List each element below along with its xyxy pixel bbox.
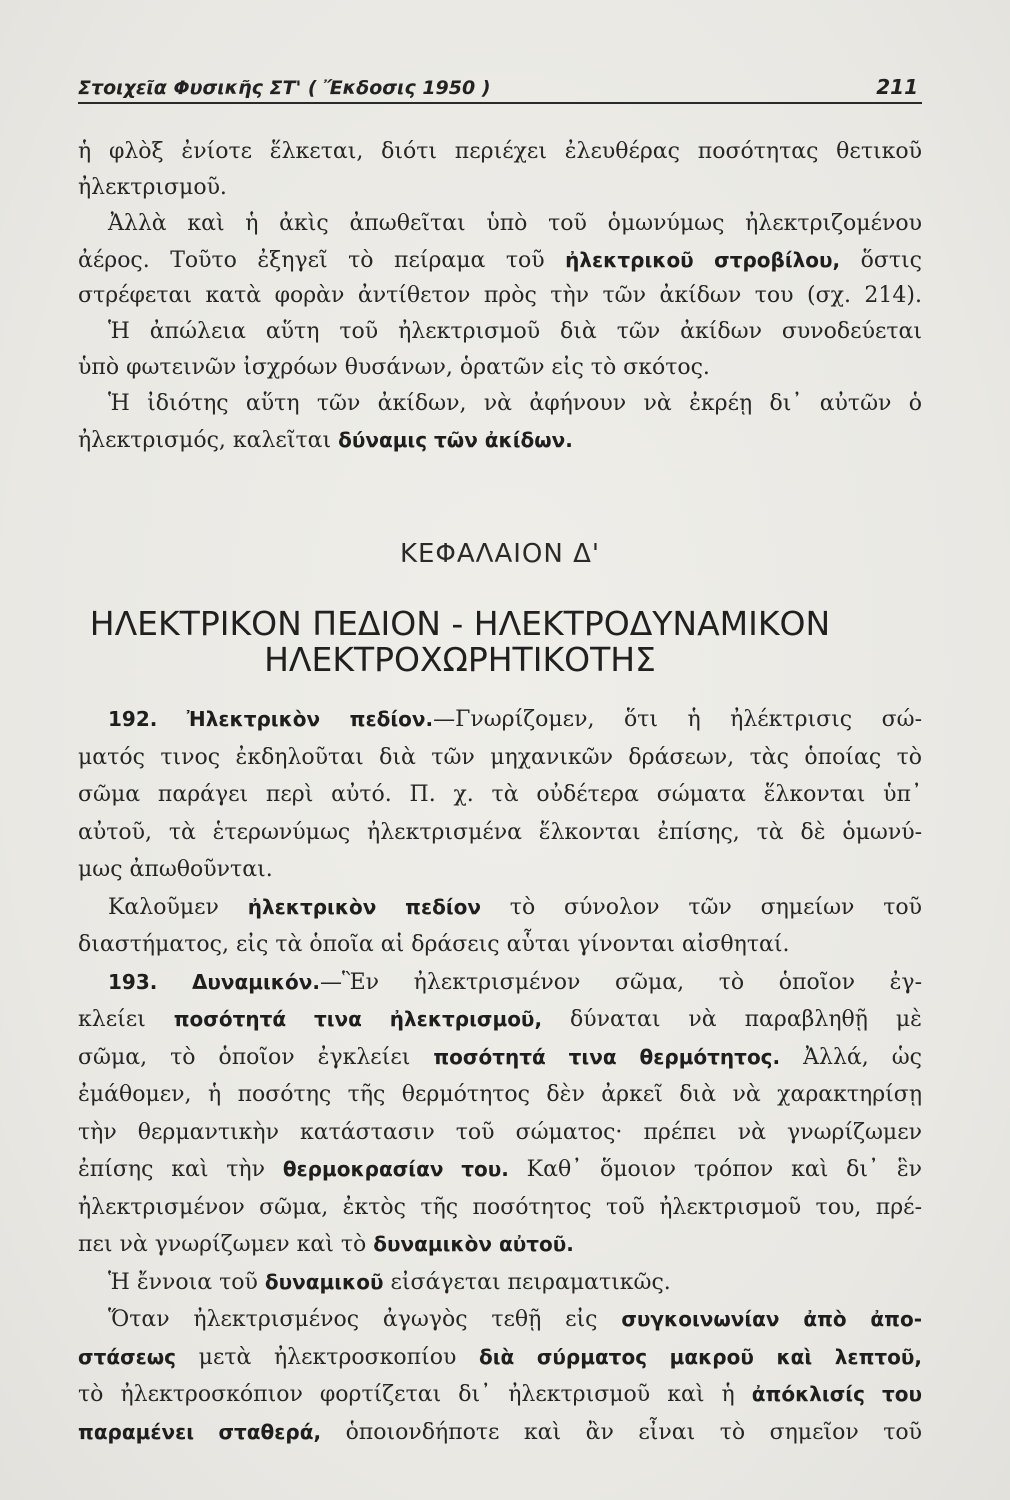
text-line bbox=[78, 242, 922, 278]
line-text: διαστήματος, εἰς τὰ ὁποῖα αἱ δράσεις αὗται γίνονται αἰσθηταί. bbox=[78, 932, 790, 957]
bold-term: ἠλεκτρικὸν πεδίον bbox=[247, 894, 481, 919]
chapter-title-line: ΗΛΕΚΤΡΙΚΟΝ ΠΕΔΙΟΝ - ΗΛΕΚΤΡΟΔΥΝΑΜΙΚΟΝ bbox=[89, 606, 831, 642]
chapter-label: ΚΕΦΑΛΑΙΟΝ Δ' bbox=[399, 539, 601, 569]
line-text: σῶμα, τὸ ὁποῖον ἐγκλείει bbox=[78, 1044, 411, 1070]
line-text: κλείει bbox=[78, 1007, 146, 1032]
bold-term: συγκοινωνίαν ἀπὸ ἀπο- bbox=[621, 1307, 922, 1331]
line-text: ὅστις bbox=[860, 248, 922, 273]
text-line bbox=[78, 1001, 922, 1039]
bold-term: δυναμικὸν αὐτοῦ. bbox=[373, 1232, 574, 1256]
line-text: αὐτοῦ, τὰ ἑτερωνύμως ἠλεκτρισμένα ἕλκονται ἐπίσης, τὰ δὲ ὁμωνύ- bbox=[78, 819, 922, 845]
bold-term: θερμοκρασίαν του. bbox=[282, 1157, 509, 1181]
line-text: ἐπίσης καὶ τὴν bbox=[78, 1157, 265, 1182]
text-line bbox=[78, 964, 922, 1002]
text-line bbox=[78, 776, 922, 814]
text-line bbox=[78, 422, 922, 458]
line-text: ἠλεκτρισμένον σῶμα, ἐκτὸς τῆς ποσότητος τοῦ ἠλεκτρισμοῦ του, πρέ- bbox=[78, 1194, 922, 1220]
page-number: 211 bbox=[876, 75, 918, 99]
line-text: ἡ φλὸξ ἐνίοτε ἕλκεται, διότι περιέχει ἐλευθέρας ποσότητας θετικοῦ bbox=[78, 139, 922, 164]
line-text: Ἡ ἰδιότης αὕτη τῶν ἀκίδων, νὰ ἀφήνουν νὰ ἐκρέῃ δι᾿ αὐτῶν ὁ bbox=[108, 391, 922, 416]
chapter-title-line: ΗΛΕΚΤΡΟΧΩΡΗΤΙΚΟΤΗΣ bbox=[264, 642, 656, 678]
line-text: τὸ ἠλεκτροσκόπιον φορτίζεται δι᾿ ἠλεκτρισμοῦ καὶ ἡ bbox=[78, 1382, 735, 1407]
line-text: Καθ᾿ ὅμοιον τρόπον καὶ δι᾿ ἓν bbox=[526, 1157, 922, 1182]
line-text: —Γνωρίζομεν, ὅτι ἡ ἠλέκτρισις σώ- bbox=[433, 707, 922, 732]
line-text: —Ἓν ἠλεκτρισμένον σῶμα, τὸ ὁποῖον ἐγ- bbox=[319, 969, 922, 995]
text-line bbox=[78, 314, 922, 350]
line-text: τὴν θερμαντικὴν κατάστασιν τοῦ σώματος· πρέπει νὰ γνωρίζωμεν bbox=[78, 1119, 922, 1145]
running-header bbox=[78, 72, 922, 104]
line-text: δύναται νὰ παραβληθῇ μὲ bbox=[569, 1007, 922, 1032]
text-line bbox=[78, 170, 922, 206]
line-text: Καλοῦμεν bbox=[108, 894, 219, 920]
line-text: πει νὰ γνωρίζωμεν καὶ τὸ bbox=[78, 1232, 367, 1257]
line-text: τὸ σύνολον τῶν σημείων τοῦ bbox=[509, 894, 922, 920]
line-text: Ὅταν ἠλεκτρισμένος ἀγωγὸς τεθῇ εἰς bbox=[108, 1307, 598, 1332]
text-line bbox=[78, 739, 922, 777]
text-line bbox=[78, 1076, 922, 1114]
line-text: Ἡ ἔννοια τοῦ bbox=[108, 1269, 258, 1295]
line-text: ἠλεκτρισμός, καλεῖται bbox=[78, 428, 332, 453]
bold-term: δύναμις τῶν ἀκίδων. bbox=[338, 428, 573, 452]
line-text: εἰσάγεται πειραματικῶς. bbox=[390, 1269, 671, 1295]
line-text: Ἀλλὰ καὶ ἡ ἀκὶς ἀπωθεῖται ὑπὸ τοῦ ὁμωνύμως ἠλεκτριζομένου bbox=[108, 211, 922, 236]
bold-term: δυναμικοῦ bbox=[264, 1269, 384, 1294]
text-line bbox=[78, 889, 922, 927]
text-line bbox=[78, 926, 922, 964]
line-text: ἀέρος. Τοῦτο ἐξηγεῖ τὸ πείραμα τοῦ bbox=[78, 248, 545, 273]
text-line bbox=[78, 1039, 922, 1077]
text-line bbox=[78, 278, 922, 314]
text-line bbox=[78, 1376, 922, 1414]
text-line bbox=[78, 1151, 922, 1189]
intro-text bbox=[78, 134, 922, 458]
line-text: σῶμα παράγει περὶ αὐτό. Π. χ. τὰ οὐδέτερα σώματα ἕλκονται ὑπ᾿ bbox=[78, 782, 922, 807]
bold-term: στάσεως bbox=[78, 1344, 177, 1369]
text-line bbox=[78, 1301, 922, 1339]
text-line bbox=[78, 1226, 922, 1264]
text-line bbox=[78, 206, 922, 242]
bold-term: ποσότητά τινα ἠλεκτρισμοῦ, bbox=[173, 1007, 543, 1031]
line-text: Ἀλλά, ὡς bbox=[803, 1044, 922, 1070]
text-line bbox=[78, 1264, 922, 1302]
line-text: στρέφεται κατὰ φορὰν ἀντίθετον πρὸς τὴν τῶν ἀκίδων του (σχ. 214). bbox=[78, 283, 922, 308]
text-line bbox=[78, 134, 922, 170]
chapter-title bbox=[78, 606, 842, 678]
text-line bbox=[78, 386, 922, 422]
text-line bbox=[78, 1339, 922, 1377]
section-heading: 192. Ἠλεκτρικὸν πεδίον. bbox=[108, 707, 434, 731]
line-text: ματός τινος ἐκδηλοῦται διὰ τῶν μηχανικῶν δράσεων, τὰς ὁποίας τὸ bbox=[78, 744, 922, 770]
bold-term: διὰ σύρματος μακροῦ καὶ λεπτοῦ, bbox=[478, 1344, 922, 1369]
section-heading: 193. Δυναμικόν. bbox=[108, 969, 320, 994]
bold-term: ποσότητά τινα θερμότητος. bbox=[433, 1044, 781, 1069]
text-line bbox=[78, 350, 922, 386]
bold-term: ἀπόκλισίς του bbox=[751, 1382, 922, 1406]
line-text: ὁποιονδήποτε καὶ ἂν εἶναι τὸ σημεῖον τοῦ bbox=[345, 1419, 922, 1445]
running-head-title: Στοιχεῖα Φυσικῆς ΣΤ' ( Ἔκδοσις 1950 ) bbox=[78, 77, 491, 99]
text-line bbox=[78, 1414, 922, 1452]
bold-term: ἠλεκτρικοῦ στροβίλου, bbox=[565, 248, 841, 272]
line-text: μετὰ ἠλεκτροσκοπίου bbox=[198, 1344, 457, 1370]
line-text: ἠλεκτρισμοῦ. bbox=[78, 175, 227, 200]
text-line bbox=[78, 701, 922, 739]
bold-term: παραμένει σταθερά, bbox=[78, 1419, 322, 1444]
text-line bbox=[78, 1189, 922, 1227]
line-text: μως ἀπωθοῦνται. bbox=[78, 857, 273, 882]
line-text: ἐμάθομεν, ἡ ποσότης τῆς θερμότητος δὲν ἀρκεῖ διὰ νὰ χαρακτηρίσῃ bbox=[78, 1082, 922, 1107]
line-text: Ἡ ἀπώλεια αὕτη τοῦ ἠλεκτρισμοῦ διὰ τῶν ἀκίδων συνοδεύεται bbox=[108, 319, 922, 344]
text-line bbox=[78, 1114, 922, 1152]
line-text: ὑπὸ φωτεινῶν ἰσχρόων θυσάνων, ὁρατῶν εἰς τὸ σκότος. bbox=[78, 355, 710, 380]
text-line bbox=[78, 814, 922, 852]
text-line bbox=[78, 851, 922, 889]
body-text bbox=[78, 701, 922, 1451]
